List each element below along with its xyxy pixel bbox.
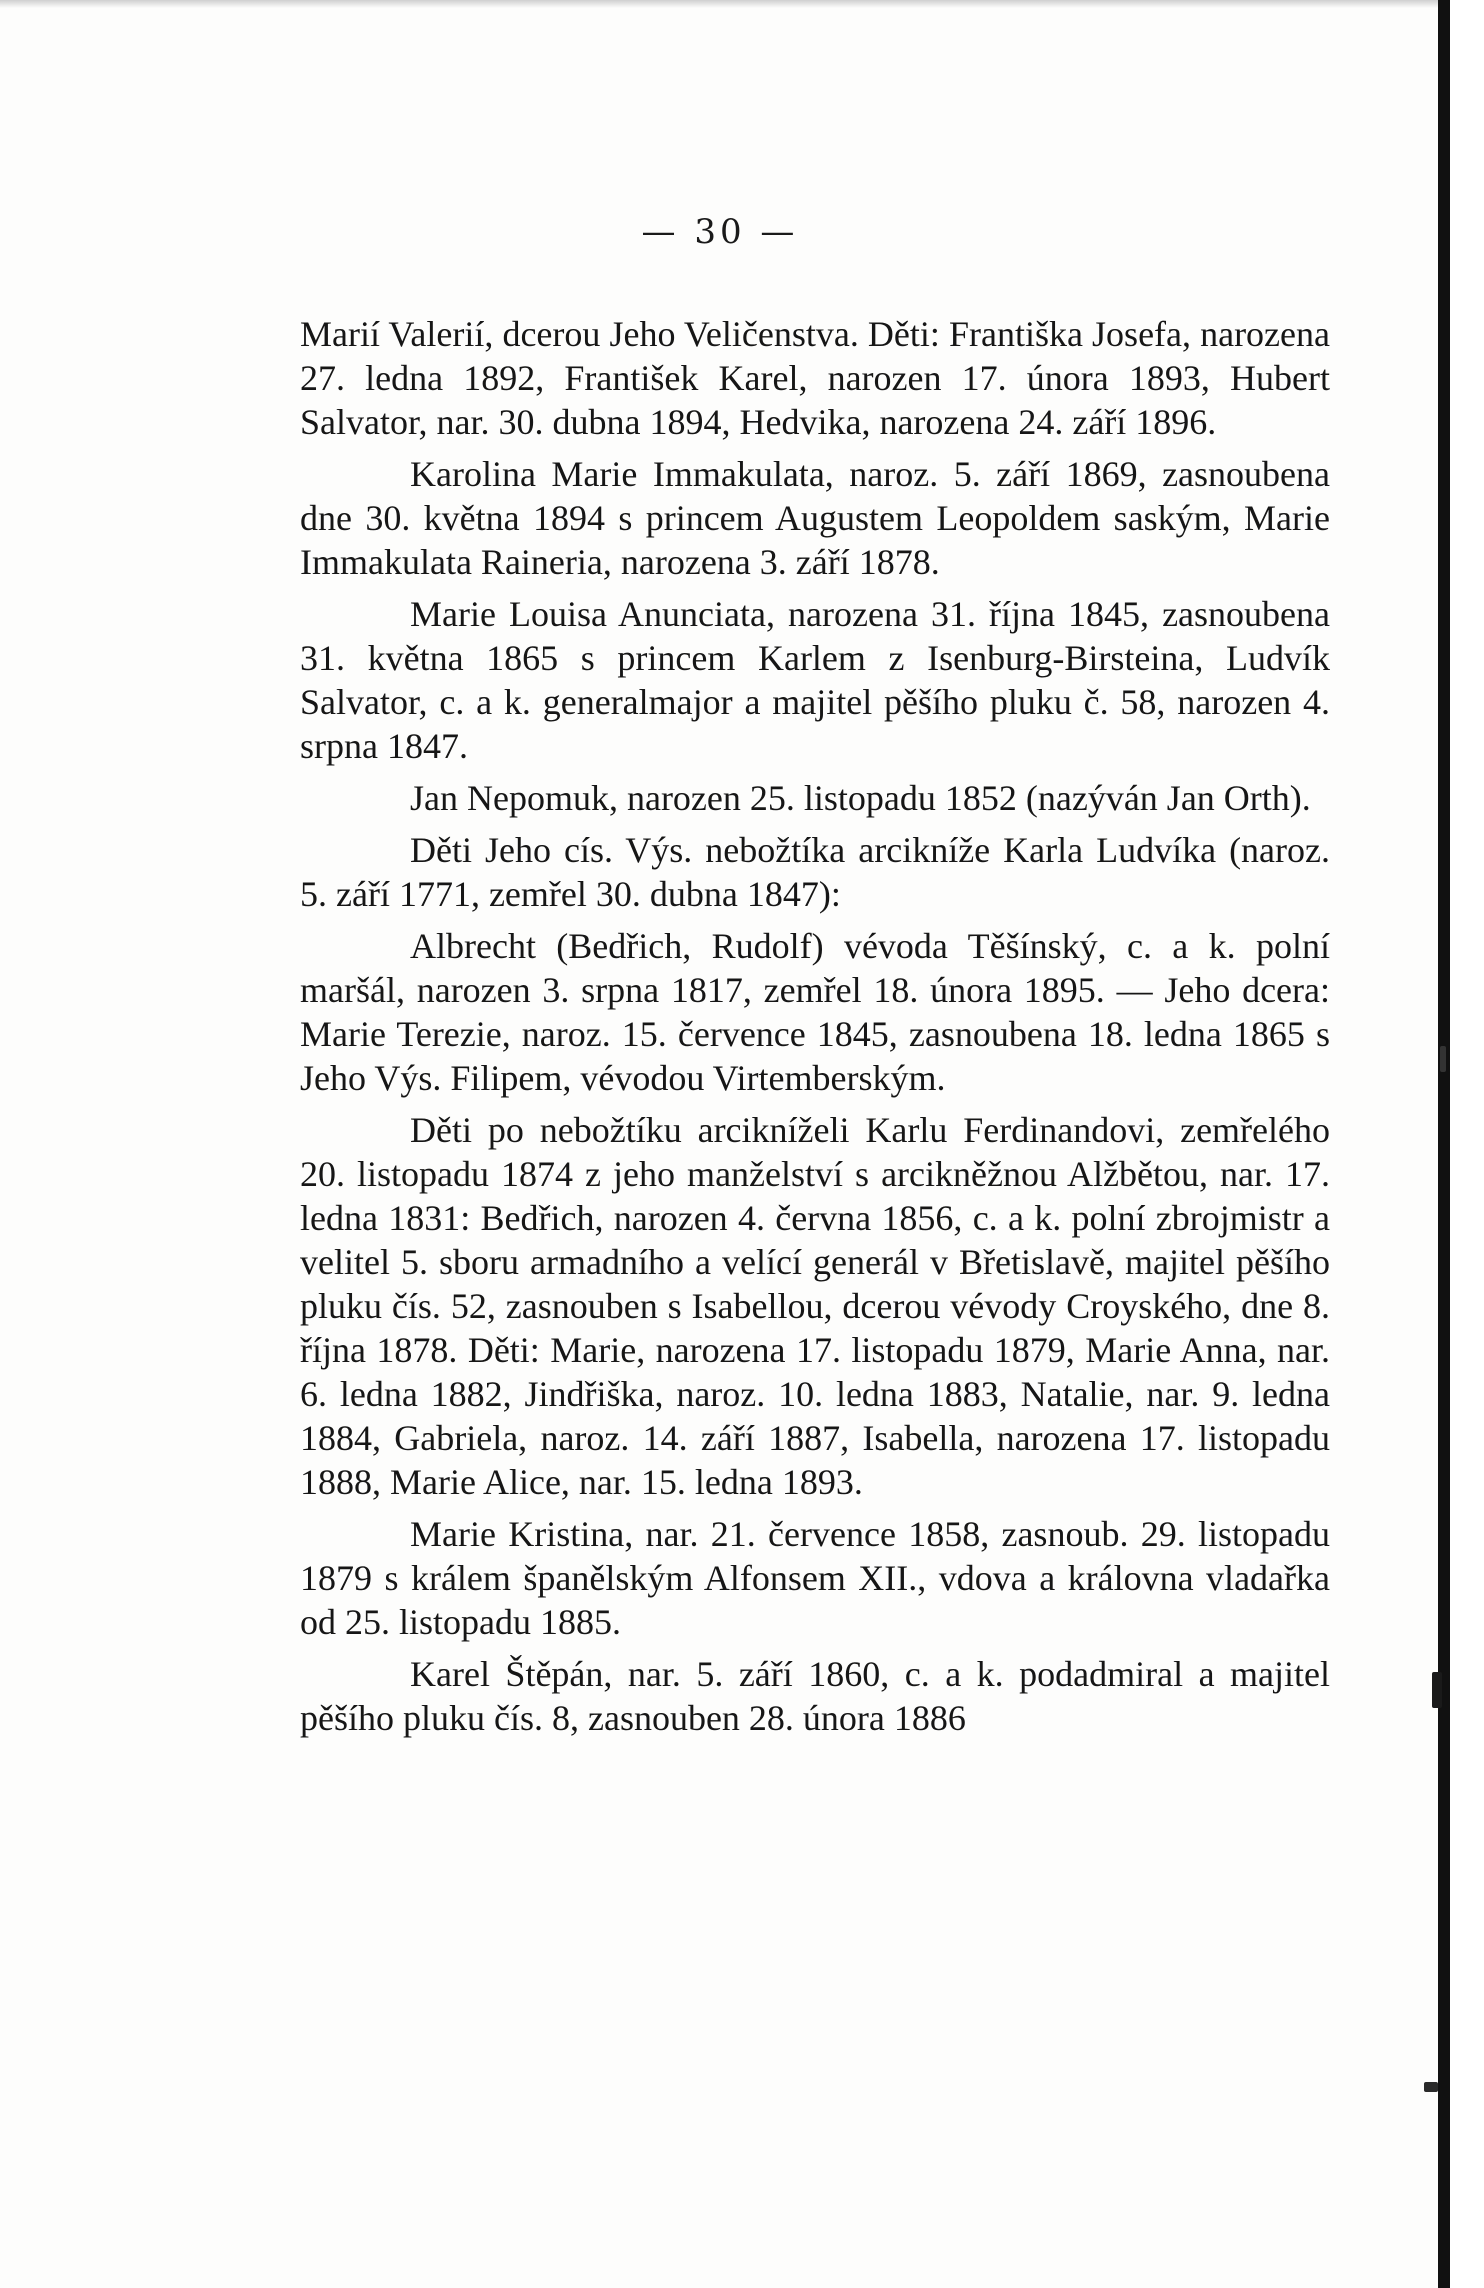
paragraph: Karolina Marie Immakulata, naroz. 5. září 1869, zasnoubena dne 30. května 1894 s princem Augustem Leopoldem saským, Marie Immakulata Raineria, narozena 3. září 1878.: [300, 454, 1330, 582]
scan-artifact: [1440, 1046, 1446, 1072]
paragraph: Děti Jeho cís. Výs. nebožtíka arcikníže Karla Ludvíka (naroz. 5. září 1771, zemřel 30. dubna 1847):: [300, 830, 1330, 914]
paragraph: Marie Kristina, nar. 21. července 1858, zasnoub. 29. listopadu 1879 s králem španělským Alfonsem XII., vdova a královna vladařka od 25. listopadu 1885.: [300, 1514, 1330, 1642]
paragraph: Marie Louisa Anunciata, narozena 31. října 1845, zasnoubena 31. května 1865 s princem Karlem z Isenburg-Birsteina, Ludvík Salvator, c. a k. generalmajor a majitel pěšího pluku č. 58, narozen 4. srpna 1847.: [300, 594, 1330, 766]
body-text: [300, 312, 1330, 1740]
paragraph: Děti po nebožtíku arcikníželi Karlu Ferdinandovi, zemřelého 20. listopadu 1874 z jeho manželství s arcikněžnou Alžbětou, nar. 17. ledna 1831: Bedřich, narozen 4. června 1856, c. a k. polní zbrojmistr a velitel 5. sboru armadního a velící generál v Břetislavě, majitel pěšího pluku čís. 52, zasnouben s Isabellou, dcerou vévody Croyského, dne 8. října 1878. Děti: Marie, narozena 17. listopadu 1879, Marie Anna, nar. 6. ledna 1882, Jindřiška, naroz. 10. ledna 1883, Natalie, nar. 9. ledna 1884, Gabriela, naroz. 14. září 1887, Isabella, narozena 17. listopadu 1888, Marie Alice, nar. 15. ledna 1893.: [300, 1110, 1330, 1502]
page-number: — 30 —: [641, 212, 799, 252]
scan-edge-bar: [1438, 0, 1450, 2288]
paragraph: Jan Nepomuk, narozen 25. listopadu 1852 (nazýván Jan Orth).: [410, 778, 1311, 818]
scan-artifact: [1424, 2082, 1438, 2092]
paragraph: Albrecht (Bedřich, Rudolf) vévoda Těšínský, c. a k. polní maršál, narozen 3. srpna 1817, zemřel 18. února 1895. — Jeho dcera: Marie Terezie, naroz. 15. července 1845, zasnoubena 18. ledna 1865 s Jeho Výs. Filipem, vévodou Virtemberským.: [300, 926, 1330, 1098]
page-top-shadow: [0, 0, 1440, 8]
scan-artifact: [1432, 1672, 1442, 1708]
paragraph: Marií Valerií, dcerou Jeho Veličenstva. Děti: Františka Josefa, narozena 27. ledna 1892, František Karel, narozen 17. února 1893, Hubert Salvator, nar. 30. dubna 1894, Hedvika, narozena 24. září 1896.: [300, 314, 1330, 442]
paragraph: Karel Štěpán, nar. 5. září 1860, c. a k. podadmiral a majitel pěšího pluku čís. 8, zasnouben 28. února 1886: [300, 1654, 1330, 1738]
